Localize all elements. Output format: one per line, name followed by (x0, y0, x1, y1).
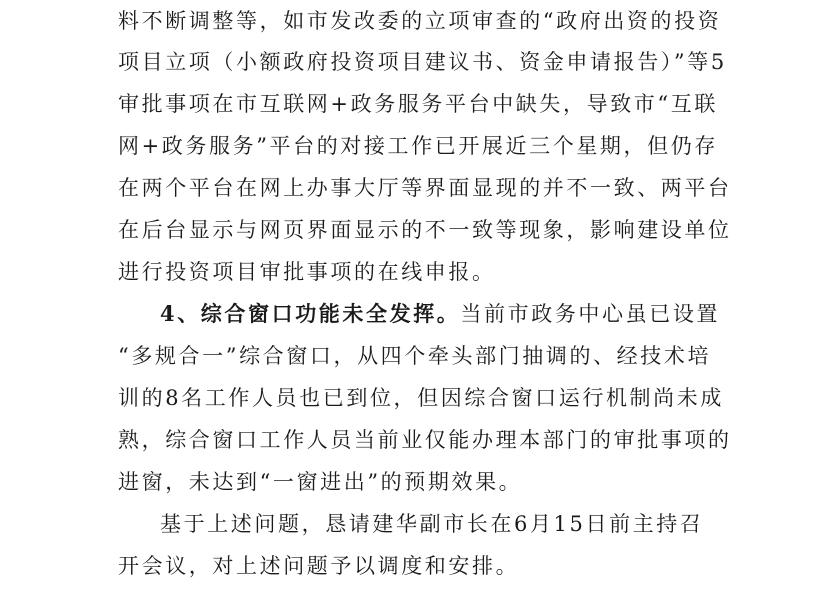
section-heading: 4、综合窗口功能未全发挥。 (160, 301, 461, 326)
paragraph-line: “多规合一”综合窗口，从四个牵头部门抽调的、经技术培 (118, 344, 712, 368)
paragraph-line: 料不断调整等，如市发改委的立项审查的“政府出资的投资 (118, 9, 722, 33)
paragraph-line: 进行投资项目审批事项的在线申报。 (118, 260, 496, 284)
paragraph-line: 网+政务服务”平台的对接工作已开展近三个星期，但仍存 (118, 134, 718, 158)
paragraph-line: 在后台显示与网页界面显示的不一致等现象，影响建设单位 (118, 218, 732, 242)
paragraph-line: 项目立项（小额政府投资项目建议书、资金申请报告）”等5 (118, 50, 727, 74)
paragraph-line: 基于上述问题，恳请建华副市长在6月15日前主持召 (160, 512, 704, 536)
paragraph-line: 审批事项在市互联网+政务服务平台中缺失，导致市“互联 (118, 92, 718, 116)
paragraph-line: 进窗，未达到“一窗进出”的预期效果。 (118, 470, 523, 494)
paragraph-line: 开会议，对上述问题予以调度和安排。 (118, 554, 520, 578)
paragraph-line: 在两个平台在网上办事大厅等界面显现的并不一致、两平台 (118, 176, 732, 200)
paragraph-text: 当前市政务中心虽已设置 (460, 302, 721, 326)
section-heading-line (160, 294, 720, 334)
paragraph-line: 熟，综合窗口工作人员当前业仅能办理本部门的审批事项的 (118, 428, 732, 452)
paragraph-line: 训的8名工作人员也已到位，但因综合窗口运行机制尚未成 (118, 386, 724, 410)
